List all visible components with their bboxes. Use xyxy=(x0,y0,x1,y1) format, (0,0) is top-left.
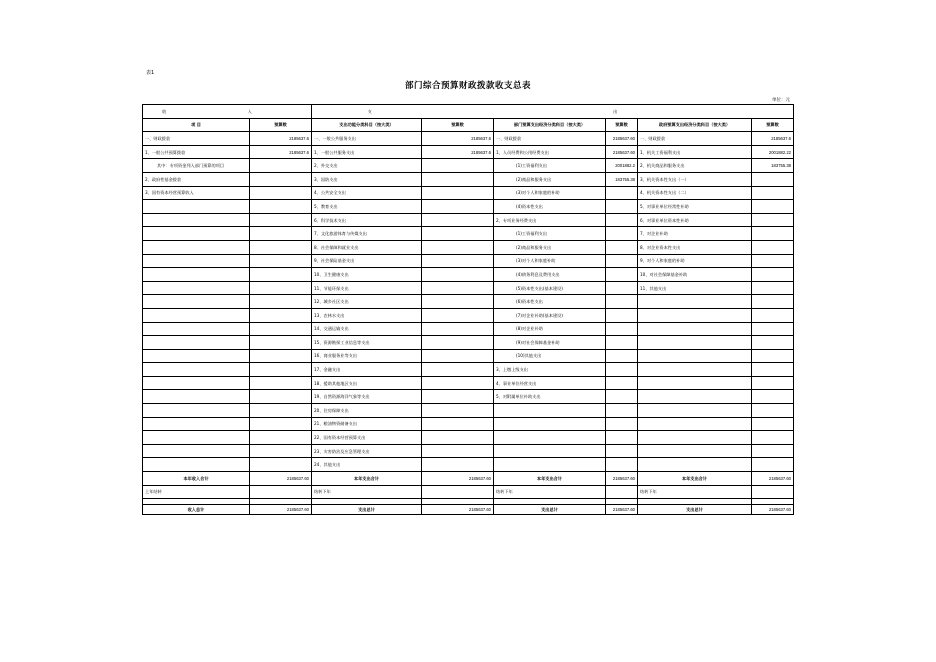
cell-gov-economic-category xyxy=(638,363,752,377)
cell-income-item xyxy=(143,376,250,390)
section-header-row xyxy=(143,105,794,119)
totals-row xyxy=(143,472,794,486)
header-dept-economic-category: 部门预算支出经济分类科目（按大类） xyxy=(494,118,606,132)
cell-dept-economic-category: (2)商品和服务支出 xyxy=(494,240,606,254)
table-row xyxy=(143,281,794,295)
cell-income-amount xyxy=(250,322,312,336)
cell-gov-economic-category xyxy=(638,376,752,390)
unit-label: 单位：元 xyxy=(772,98,790,103)
cell-function-amount: 2185637.60 xyxy=(422,472,494,486)
cell-income-item: 本年收入合计 xyxy=(143,472,250,486)
cell-dept-economic-amount xyxy=(606,431,638,445)
cell-function-category: 12、城乡社区支出 xyxy=(312,295,422,309)
cell-gov-economic-amount: 2185637.60 xyxy=(752,472,794,486)
cell-dept-economic-category: (2)商品和服务支出 xyxy=(494,172,606,186)
cell-function-amount xyxy=(422,349,494,363)
cell-income-amount xyxy=(250,485,312,499)
cell-function-amount xyxy=(422,417,494,431)
table-row xyxy=(143,336,794,350)
cell-income-amount xyxy=(250,227,312,241)
table-row xyxy=(143,376,794,390)
cell-dept-economic-amount xyxy=(606,376,638,390)
cell-function-amount xyxy=(422,444,494,458)
cell-gov-economic-category: 7、对企业补助 xyxy=(638,227,752,241)
cell-income-amount xyxy=(250,268,312,282)
cell-income-amount xyxy=(250,363,312,377)
cell-gov-economic-amount: 183755.38 xyxy=(752,159,794,173)
cell-function-category: 19、自然资源海洋气象等支出 xyxy=(312,390,422,404)
cell-gov-economic-amount xyxy=(752,281,794,295)
carry-row xyxy=(143,485,794,499)
cell-income-item xyxy=(143,363,250,377)
table-row xyxy=(143,308,794,322)
cell-income-item xyxy=(143,431,250,445)
cell-function-category: 4、公共安全支出 xyxy=(312,186,422,200)
cell-income-amount xyxy=(250,159,312,173)
cell-dept-economic-category xyxy=(494,404,606,418)
cell-dept-economic-category: (3)对个人和家庭补助 xyxy=(494,254,606,268)
cell-gov-economic-amount xyxy=(752,458,794,472)
cell-function-category: 20、住房保障支出 xyxy=(312,404,422,418)
cell-gov-economic-amount xyxy=(752,485,794,499)
cell-dept-economic-amount: 2185637.60 xyxy=(606,472,638,486)
cell-function-amount xyxy=(422,281,494,295)
cell-dept-economic-category: 3、上缴上级支出 xyxy=(494,363,606,377)
cell-dept-economic-amount xyxy=(606,404,638,418)
cell-function-amount xyxy=(422,431,494,445)
page-title: 部门综合预算财政拨款收支总表 xyxy=(404,81,531,91)
cell-income-amount: 2185637.6 xyxy=(250,145,312,159)
cell-income-amount xyxy=(250,390,312,404)
cell-gov-economic-category: 1、机关工资福利支出 xyxy=(638,145,752,159)
cell-dept-economic-category: (3)对个人和家庭的补助 xyxy=(494,186,606,200)
table-row xyxy=(143,186,794,200)
cell-gov-economic-category: 8、对企业资本性支出 xyxy=(638,240,752,254)
cell-dept-economic-amount xyxy=(606,268,638,282)
header-gov-economic-amount: 预算数 xyxy=(752,118,794,132)
cell-income-amount xyxy=(250,295,312,309)
cell-dept-economic-category: (1)工资福利支出 xyxy=(494,227,606,241)
cell-dept-economic-category: (4)债务利息及费用支出 xyxy=(494,268,606,282)
cell-income-item xyxy=(143,213,250,227)
cell-function-amount: 2185637.6 xyxy=(422,145,494,159)
cell-function-amount xyxy=(422,458,494,472)
cell-function-amount xyxy=(422,213,494,227)
cell-income-item xyxy=(143,254,250,268)
cell-gov-economic-amount xyxy=(752,404,794,418)
cell-gov-economic-category xyxy=(638,322,752,336)
cell-gov-economic-amount xyxy=(752,227,794,241)
cell-function-amount: 2185637.6 xyxy=(422,132,494,146)
cell-dept-economic-amount xyxy=(606,485,638,499)
cell-gov-economic-category: 4、机关资本性支出（二） xyxy=(638,186,752,200)
cell-function-category: 支出总计 xyxy=(312,505,422,515)
cell-gov-economic-category xyxy=(638,404,752,418)
cell-gov-economic-amount xyxy=(752,308,794,322)
cell-dept-economic-amount xyxy=(606,213,638,227)
cell-dept-economic-category xyxy=(494,431,606,445)
cell-income-item: 上年结转 xyxy=(143,485,250,499)
table-row xyxy=(143,240,794,254)
header-function-amount: 预算数 xyxy=(422,118,494,132)
cell-dept-economic-category: (10)其他支出 xyxy=(494,349,606,363)
cell-dept-economic-amount xyxy=(606,322,638,336)
cell-income-amount xyxy=(250,186,312,200)
cell-dept-economic-amount xyxy=(606,200,638,214)
cell-gov-economic-amount xyxy=(752,254,794,268)
cell-function-category: 9、社会保险基金支出 xyxy=(312,254,422,268)
cell-gov-economic-amount: 2001882.22 xyxy=(752,145,794,159)
table-row xyxy=(143,159,794,173)
cell-dept-economic-amount: 2185637.60 xyxy=(606,132,638,146)
cell-dept-economic-category: 2、专项业务经费支出 xyxy=(494,213,606,227)
cell-income-amount xyxy=(250,458,312,472)
table-row xyxy=(143,227,794,241)
cell-dept-economic-category xyxy=(494,458,606,472)
cell-function-category: 本年支出合计 xyxy=(312,472,422,486)
cell-function-amount xyxy=(422,295,494,309)
cell-income-item: 2、政府性基金拨款 xyxy=(143,172,250,186)
cell-dept-economic-amount xyxy=(606,227,638,241)
cell-income-item xyxy=(143,200,250,214)
cell-dept-economic-amount xyxy=(606,417,638,431)
cell-gov-economic-category: 6、对事业单位资本性补助 xyxy=(638,213,752,227)
cell-dept-economic-amount xyxy=(606,336,638,350)
cell-gov-economic-category xyxy=(638,336,752,350)
cell-dept-economic-category: 支出总计 xyxy=(494,505,606,515)
cell-dept-economic-amount xyxy=(606,363,638,377)
table-row xyxy=(143,254,794,268)
cell-gov-economic-category xyxy=(638,431,752,445)
cell-income-amount xyxy=(250,349,312,363)
cell-function-category: 8、社会保障和就业支出 xyxy=(312,240,422,254)
cell-income-amount xyxy=(250,336,312,350)
cell-gov-economic-amount xyxy=(752,444,794,458)
cell-gov-economic-category xyxy=(638,417,752,431)
cell-income-amount xyxy=(250,240,312,254)
cell-function-amount xyxy=(422,200,494,214)
cell-income-item xyxy=(143,295,250,309)
cell-income-item: 1、一般公共预算拨款 xyxy=(143,145,250,159)
table-row xyxy=(143,444,794,458)
cell-function-amount xyxy=(422,227,494,241)
cell-dept-economic-category: (6)资本性支出 xyxy=(494,295,606,309)
cell-gov-economic-amount: 2185637.60 xyxy=(752,505,794,515)
table-row xyxy=(143,295,794,309)
cell-dept-economic-category: 1、人员经费和公用经费支出 xyxy=(494,145,606,159)
table-row xyxy=(143,431,794,445)
cell-function-category: 2、外交支出 xyxy=(312,159,422,173)
expense-section-header: 支 出 xyxy=(312,105,794,119)
cell-dept-economic-category: (1)工资福利支出 xyxy=(494,159,606,173)
cell-function-category: 21、粮油物资储备支出 xyxy=(312,417,422,431)
cell-income-item xyxy=(143,322,250,336)
cell-income-item xyxy=(143,268,250,282)
cell-function-category: 14、交通运输支出 xyxy=(312,322,422,336)
cell-function-amount xyxy=(422,159,494,173)
cell-gov-economic-category: 10、对社会保障基金补助 xyxy=(638,268,752,282)
cell-dept-economic-amount xyxy=(606,186,638,200)
header-function-category: 支出功能分类科目（按大类） xyxy=(312,118,422,132)
cell-dept-economic-amount xyxy=(606,308,638,322)
table-row xyxy=(143,349,794,363)
cell-gov-economic-category xyxy=(638,349,752,363)
cell-dept-economic-amount xyxy=(606,240,638,254)
cell-function-category: 24、其他支出 xyxy=(312,458,422,472)
cell-gov-economic-amount: 2185637.6 xyxy=(752,132,794,146)
cell-function-category: 10、卫生健康支出 xyxy=(312,268,422,282)
table-row xyxy=(143,172,794,186)
cell-income-amount xyxy=(250,254,312,268)
cell-dept-economic-category xyxy=(494,444,606,458)
cell-function-amount xyxy=(422,254,494,268)
cell-income-item: 3、国有资本经营预算收入 xyxy=(143,186,250,200)
table-row xyxy=(143,213,794,227)
cell-dept-economic-amount xyxy=(606,458,638,472)
header-dept-economic-amount: 预算数 xyxy=(606,118,638,132)
cell-function-category: 7、文化旅游体育与传媒支出 xyxy=(312,227,422,241)
cell-gov-economic-category xyxy=(638,390,752,404)
column-header-row xyxy=(143,118,794,132)
cell-gov-economic-amount xyxy=(752,417,794,431)
cell-income-item xyxy=(143,281,250,295)
cell-dept-economic-amount: 2185637.60 xyxy=(606,505,638,515)
cell-dept-economic-category xyxy=(494,417,606,431)
cell-income-item xyxy=(143,458,250,472)
grand-total-row xyxy=(143,505,794,515)
cell-function-category: 22、国有资本经营预算支出 xyxy=(312,431,422,445)
cell-function-amount xyxy=(422,390,494,404)
cell-dept-economic-amount: 2001882.2 xyxy=(606,159,638,173)
cell-income-item xyxy=(143,390,250,404)
cell-function-amount xyxy=(422,376,494,390)
cell-gov-economic-category: 2、机关商品和服务支出 xyxy=(638,159,752,173)
cell-function-category: 结转下年 xyxy=(312,485,422,499)
table-number: 表1 xyxy=(146,70,155,76)
cell-income-item xyxy=(143,349,250,363)
cell-dept-economic-amount xyxy=(606,349,638,363)
cell-dept-economic-category: 一、财政拨款 xyxy=(494,132,606,146)
cell-income-amount xyxy=(250,376,312,390)
cell-function-category: 16、商业服务业等支出 xyxy=(312,349,422,363)
cell-gov-economic-category xyxy=(638,458,752,472)
cell-income-amount: 2185637.60 xyxy=(250,505,312,515)
cell-dept-economic-category: (4)资本性支出 xyxy=(494,200,606,214)
cell-income-amount: 2185637.60 xyxy=(250,472,312,486)
cell-gov-economic-category: 11、其他支出 xyxy=(638,281,752,295)
table-row xyxy=(143,132,794,146)
cell-dept-economic-amount xyxy=(606,281,638,295)
cell-income-item xyxy=(143,444,250,458)
cell-function-category: 15、资源勘探工业信息等支出 xyxy=(312,336,422,350)
cell-income-item: 一、财政拨款 xyxy=(143,132,250,146)
cell-gov-economic-category xyxy=(638,444,752,458)
cell-gov-economic-amount xyxy=(752,268,794,282)
cell-dept-economic-amount xyxy=(606,390,638,404)
cell-function-amount xyxy=(422,336,494,350)
cell-gov-economic-category: 3、机关资本性支出（一） xyxy=(638,172,752,186)
cell-gov-economic-amount xyxy=(752,363,794,377)
cell-gov-economic-amount xyxy=(752,376,794,390)
cell-function-amount xyxy=(422,363,494,377)
cell-gov-economic-amount xyxy=(752,240,794,254)
cell-income-amount xyxy=(250,213,312,227)
cell-income-item xyxy=(143,404,250,418)
cell-income-item: 收入总计 xyxy=(143,505,250,515)
cell-function-category: 17、金融支出 xyxy=(312,363,422,377)
cell-function-amount: 2185637.60 xyxy=(422,505,494,515)
cell-dept-economic-category: (5)资本性支出(基本建设) xyxy=(494,281,606,295)
cell-dept-economic-amount: 2185637.60 xyxy=(606,145,638,159)
cell-income-amount xyxy=(250,431,312,445)
cell-dept-economic-amount xyxy=(606,254,638,268)
table-row xyxy=(143,145,794,159)
cell-gov-economic-amount xyxy=(752,431,794,445)
cell-income-item xyxy=(143,240,250,254)
cell-gov-economic-amount xyxy=(752,349,794,363)
table-row xyxy=(143,200,794,214)
cell-gov-economic-category xyxy=(638,308,752,322)
budget-table xyxy=(142,104,794,515)
cell-function-category: 1、一般公共服务支出 xyxy=(312,145,422,159)
cell-function-category: 18、援助其他地区支出 xyxy=(312,376,422,390)
cell-function-amount xyxy=(422,322,494,336)
table-row xyxy=(143,417,794,431)
cell-function-category: 5、教育支出 xyxy=(312,200,422,214)
cell-function-category: 13、农林水支出 xyxy=(312,308,422,322)
cell-function-category: 6、科学技术支出 xyxy=(312,213,422,227)
cell-dept-economic-amount: 183755.38 xyxy=(606,172,638,186)
cell-gov-economic-amount xyxy=(752,295,794,309)
cell-gov-economic-category: 本年支出合计 xyxy=(638,472,752,486)
cell-gov-economic-amount xyxy=(752,172,794,186)
cell-income-item: 其中：专项资金列入部门预算的项目 xyxy=(143,159,250,173)
cell-gov-economic-amount xyxy=(752,200,794,214)
cell-gov-economic-category xyxy=(638,295,752,309)
header-gov-economic-category: 政府预算支出经济分类科目（按大类） xyxy=(638,118,752,132)
cell-dept-economic-category: (7)对企业补助(基本建设) xyxy=(494,308,606,322)
header-income-item: 项 目 xyxy=(143,118,250,132)
cell-gov-economic-category: 结转下年 xyxy=(638,485,752,499)
cell-function-amount xyxy=(422,172,494,186)
cell-income-item xyxy=(143,417,250,431)
table-row xyxy=(143,363,794,377)
cell-dept-economic-category: 本年支出合计 xyxy=(494,472,606,486)
table-row xyxy=(143,404,794,418)
cell-dept-economic-category: 5、对附属单位补助支出 xyxy=(494,390,606,404)
cell-gov-economic-category: 9、对个人和家庭的补助 xyxy=(638,254,752,268)
cell-gov-economic-category: 一、财政拨款 xyxy=(638,132,752,146)
cell-income-item xyxy=(143,336,250,350)
cell-income-amount xyxy=(250,417,312,431)
cell-function-amount xyxy=(422,404,494,418)
table-row xyxy=(143,322,794,336)
cell-gov-economic-amount xyxy=(752,213,794,227)
cell-dept-economic-category: (8)对企业补助 xyxy=(494,322,606,336)
table-row xyxy=(143,458,794,472)
cell-income-item xyxy=(143,227,250,241)
cell-income-item xyxy=(143,308,250,322)
cell-income-amount xyxy=(250,404,312,418)
cell-function-category: 3、国防支出 xyxy=(312,172,422,186)
cell-income-amount xyxy=(250,444,312,458)
cell-function-category: 23、灾害防治及应急管理支出 xyxy=(312,444,422,458)
cell-dept-economic-category: (9)对社会保障基金补助 xyxy=(494,336,606,350)
cell-function-amount xyxy=(422,268,494,282)
cell-gov-economic-amount xyxy=(752,336,794,350)
cell-function-category: 一、一般公共服务支出 xyxy=(312,132,422,146)
cell-dept-economic-amount xyxy=(606,295,638,309)
cell-dept-economic-category: 4、事业单位经营支出 xyxy=(494,376,606,390)
cell-dept-economic-amount xyxy=(606,444,638,458)
cell-income-amount: 2185637.6 xyxy=(250,132,312,146)
cell-gov-economic-amount xyxy=(752,322,794,336)
table-row xyxy=(143,268,794,282)
cell-function-amount xyxy=(422,308,494,322)
cell-gov-economic-category: 5、对事业单位经常性补助 xyxy=(638,200,752,214)
cell-gov-economic-amount xyxy=(752,390,794,404)
cell-function-amount xyxy=(422,186,494,200)
cell-dept-economic-category: 结转下年 xyxy=(494,485,606,499)
cell-income-amount xyxy=(250,172,312,186)
cell-income-amount xyxy=(250,200,312,214)
cell-function-category: 11、节能环保支出 xyxy=(312,281,422,295)
cell-gov-economic-amount xyxy=(752,186,794,200)
cell-gov-economic-category: 支出总计 xyxy=(638,505,752,515)
income-section-header: 收 入 xyxy=(143,105,312,119)
cell-income-amount xyxy=(250,281,312,295)
cell-income-amount xyxy=(250,308,312,322)
header-income-amount: 预算数 xyxy=(250,118,312,132)
cell-function-amount xyxy=(422,240,494,254)
cell-function-amount xyxy=(422,485,494,499)
table-row xyxy=(143,390,794,404)
